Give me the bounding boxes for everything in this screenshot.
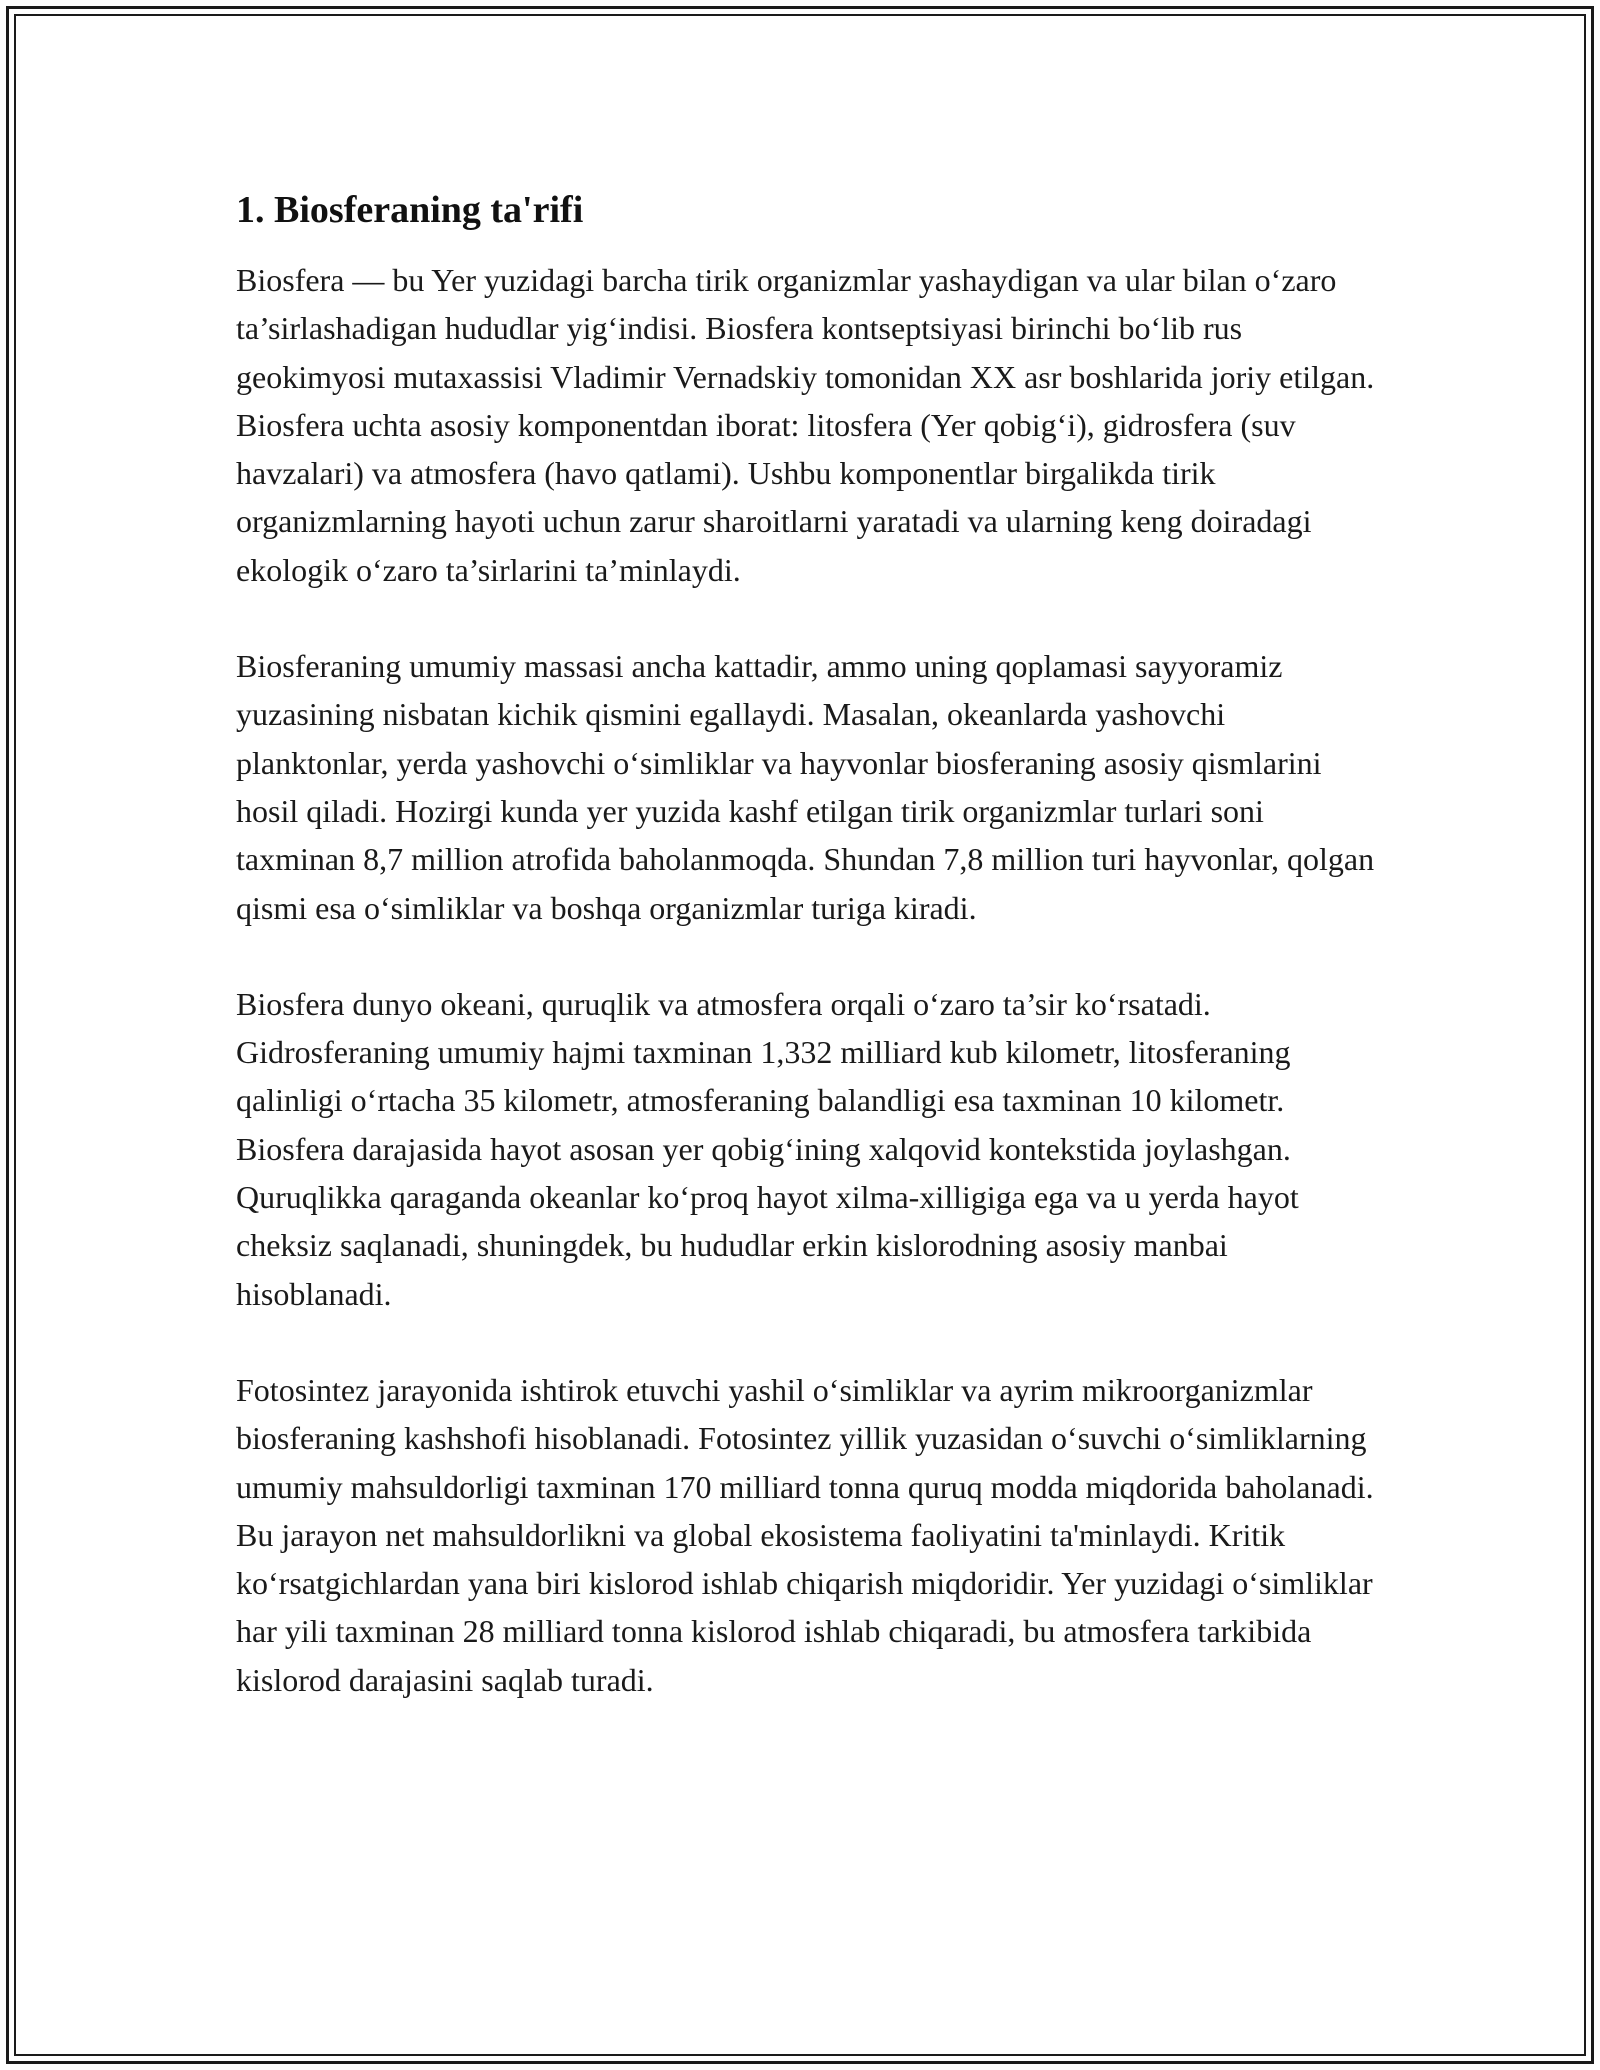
section-heading: 1. Biosferaning ta'rifi [236,189,584,231]
paragraph-mass: Biosferaning umumiy massasi ancha kattadir, ammo uning qoplamasi sayyoramiz yuzasining nisbatan kichik qismini egallaydi. Masalan, okeanlarda yashovchi planktonlar, yerda yashovchi o‘simliklar va hayvonlar biosferaning asosiy qismlarini hosil qiladi. Hozirgi kunda yer yuzida kashf etilgan tirik organizmlar turlari soni taxminan 8,7 million atrofida baholanmoqda. Shundan 7,8 million turi hayvonlar, qolgan qismi esa o‘simliklar va boshqa organizmlar turiga kiradi. [236,648,1375,926]
paragraph-interaction: Biosfera dunyo okeani, quruqlik va atmosfera orqali o‘zaro ta’sir ko‘rsatadi. Gidrosferaning umumiy hajmi taxminan 1,332 milliard kub kilometr, litosferaning qalinligi o‘rtacha 35 kilometr, atmosferaning balandligi esa taxminan 10 kilometr. Biosfera darajasida hayot asosan yer qobig‘ining xalqovid kontekstida joylashgan. Quruqlikka qaraganda okeanlar ko‘proq hayot xilma-xilligiga ega va u yerda hayot cheksiz saqlanadi, shuningdek, bu hududlar erkin kislorodning asosiy manbai hisoblanadi. [236,985,1299,1312]
paragraph-photosynthesis: Fotosintez jarayonida ishtirok etuvchi yashil o‘simliklar va ayrim mikroorganizmlar biosferaning kashshofi hisoblanadi. Fotosintez yillik yuzasidan o‘suvchi o‘simliklarning umumiy mahsuldorligi taxminan 170 milliard tonna quruq modda miqdorida baholanadi. Bu jarayon net mahsuldorlikni va global ekosistema faoliyatini ta'minlaydi. Kritik ko‘rsatgichlardan yana biri kislorod ishlab chiqarish miqdoridir. Yer yuzidagi o‘simliklar har yili taxminan 28 milliard tonna kislorod ishlab chiqaradi, bu atmosfera tarkibida kislorod darajasini saqlab turadi. [236,1371,1374,1698]
paragraph-definition: Biosfera — bu Yer yuzidagi barcha tirik organizmlar yashaydigan va ular bilan o‘zaro ta’sirlashadigan hududlar yig‘indisi. Biosfera kontseptsiyasi birinchi bo‘lib rus geokimyosi mutaxassisi Vladimir Vernadskiy tomonidan XX asr boshlarida joriy etilgan. Biosfera uchta asosiy komponentdan iborat: litosfera (Yer qobig‘i), gidrosfera (suv havzalari) va atmosfera (havo qatlami). Ushbu komponentlar birgalikda tirik organizmlarning hayoti uchun zarur sharoitlarni yaratadi va ularning keng doiradagi ekologik o‘zaro ta’sirlarini ta’minlaydi. [236,262,1375,588]
document-body [236,186,1381,1752]
